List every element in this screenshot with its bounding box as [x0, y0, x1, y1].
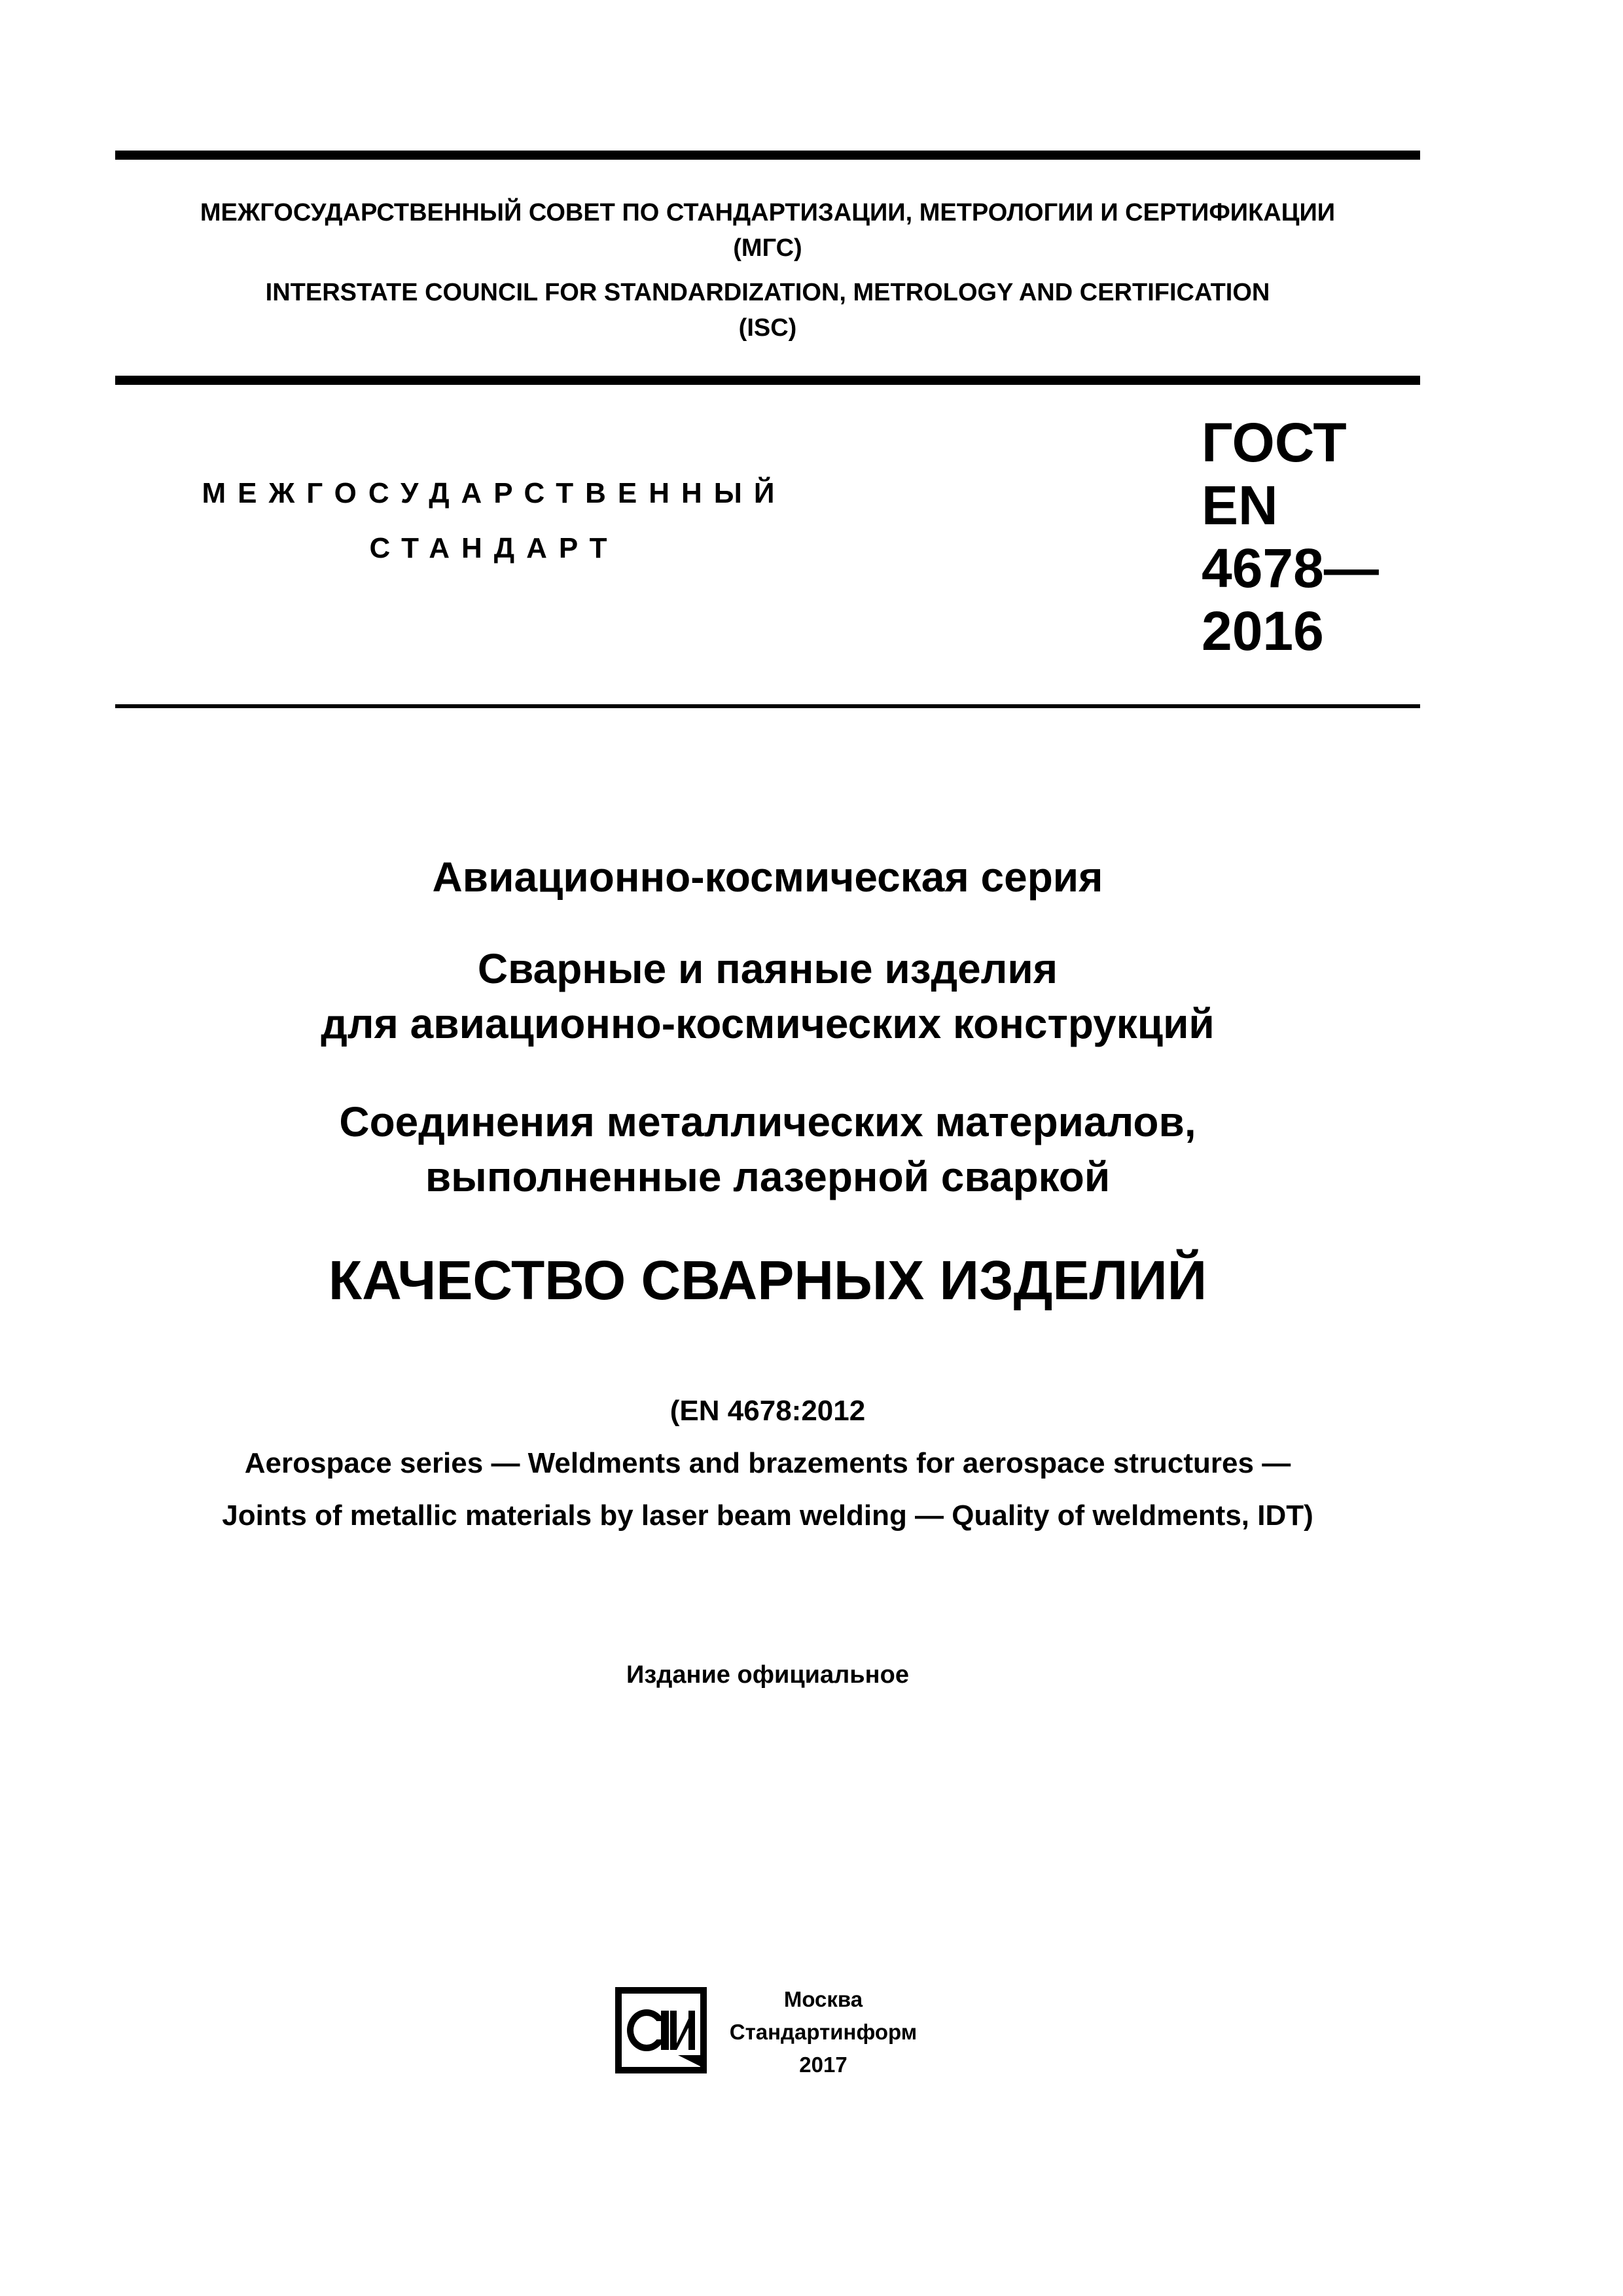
- publisher-info: [725, 1983, 921, 2081]
- source-standard: [115, 1385, 1420, 1542]
- standard-type-line1: МЕЖГОСУДАРСТВЕННЫЙ: [202, 477, 787, 509]
- top-rule: [115, 151, 1420, 160]
- title-main: КАЧЕСТВО СВАРНЫХ ИЗДЕЛИЙ: [328, 1249, 1207, 1311]
- title-series: Авиационно-космическая серия: [432, 853, 1103, 901]
- council-name-en: [115, 275, 1420, 346]
- header-rule: [115, 376, 1420, 385]
- standard-code: [1202, 411, 1418, 662]
- title-rule: [115, 704, 1420, 708]
- publisher-city: Москва: [783, 1987, 863, 2011]
- council-name-ru: [115, 195, 1420, 266]
- title-joints-line2: выполненные лазерной сваркой: [425, 1153, 1111, 1200]
- standard-type-line2: СТАНДАРТ: [369, 532, 619, 564]
- standard-code-line3: 2016: [1202, 600, 1324, 662]
- source-standard-line3: Joints of metallic materials by laser beam welding — Quality of weldments, IDT): [222, 1499, 1313, 1532]
- title-subject-line2: для авиационно-космических конструкций: [321, 1000, 1215, 1047]
- publisher-year: 2017: [799, 2053, 847, 2077]
- title-joints: [115, 1094, 1420, 1204]
- title-subject: [115, 941, 1420, 1051]
- council-abbr-en: (ISC): [738, 314, 797, 342]
- source-standard-line2: Aerospace series — Weldments and brazements for aerospace structures —: [244, 1447, 1291, 1479]
- standartinform-logo-icon: [615, 1987, 707, 2073]
- standard-type: [131, 466, 857, 576]
- publisher-name: Стандартинформ: [729, 2020, 918, 2044]
- standard-code-line1: ГОСТ EN: [1202, 412, 1347, 536]
- council-name-en-line1: INTERSTATE COUNCIL FOR STANDARDIZATION, METROLOGY AND CERTIFICATION: [265, 279, 1270, 306]
- source-standard-line1: (EN 4678:2012: [669, 1395, 866, 1427]
- title-subject-line1: Сварные и паяные изделия: [477, 945, 1058, 992]
- council-abbr-ru: (МГС): [733, 234, 802, 262]
- edition-note: Издание официальное: [626, 1661, 909, 1689]
- standard-code-line2: 4678—: [1202, 537, 1379, 599]
- council-name-ru-line1: МЕЖГОСУДАРСТВЕННЫЙ СОВЕТ ПО СТАНДАРТИЗАЦИИ, МЕТРОЛОГИИ И СЕРТИФИКАЦИИ: [200, 199, 1336, 226]
- title-joints-line1: Соединения металлических материалов,: [339, 1098, 1196, 1145]
